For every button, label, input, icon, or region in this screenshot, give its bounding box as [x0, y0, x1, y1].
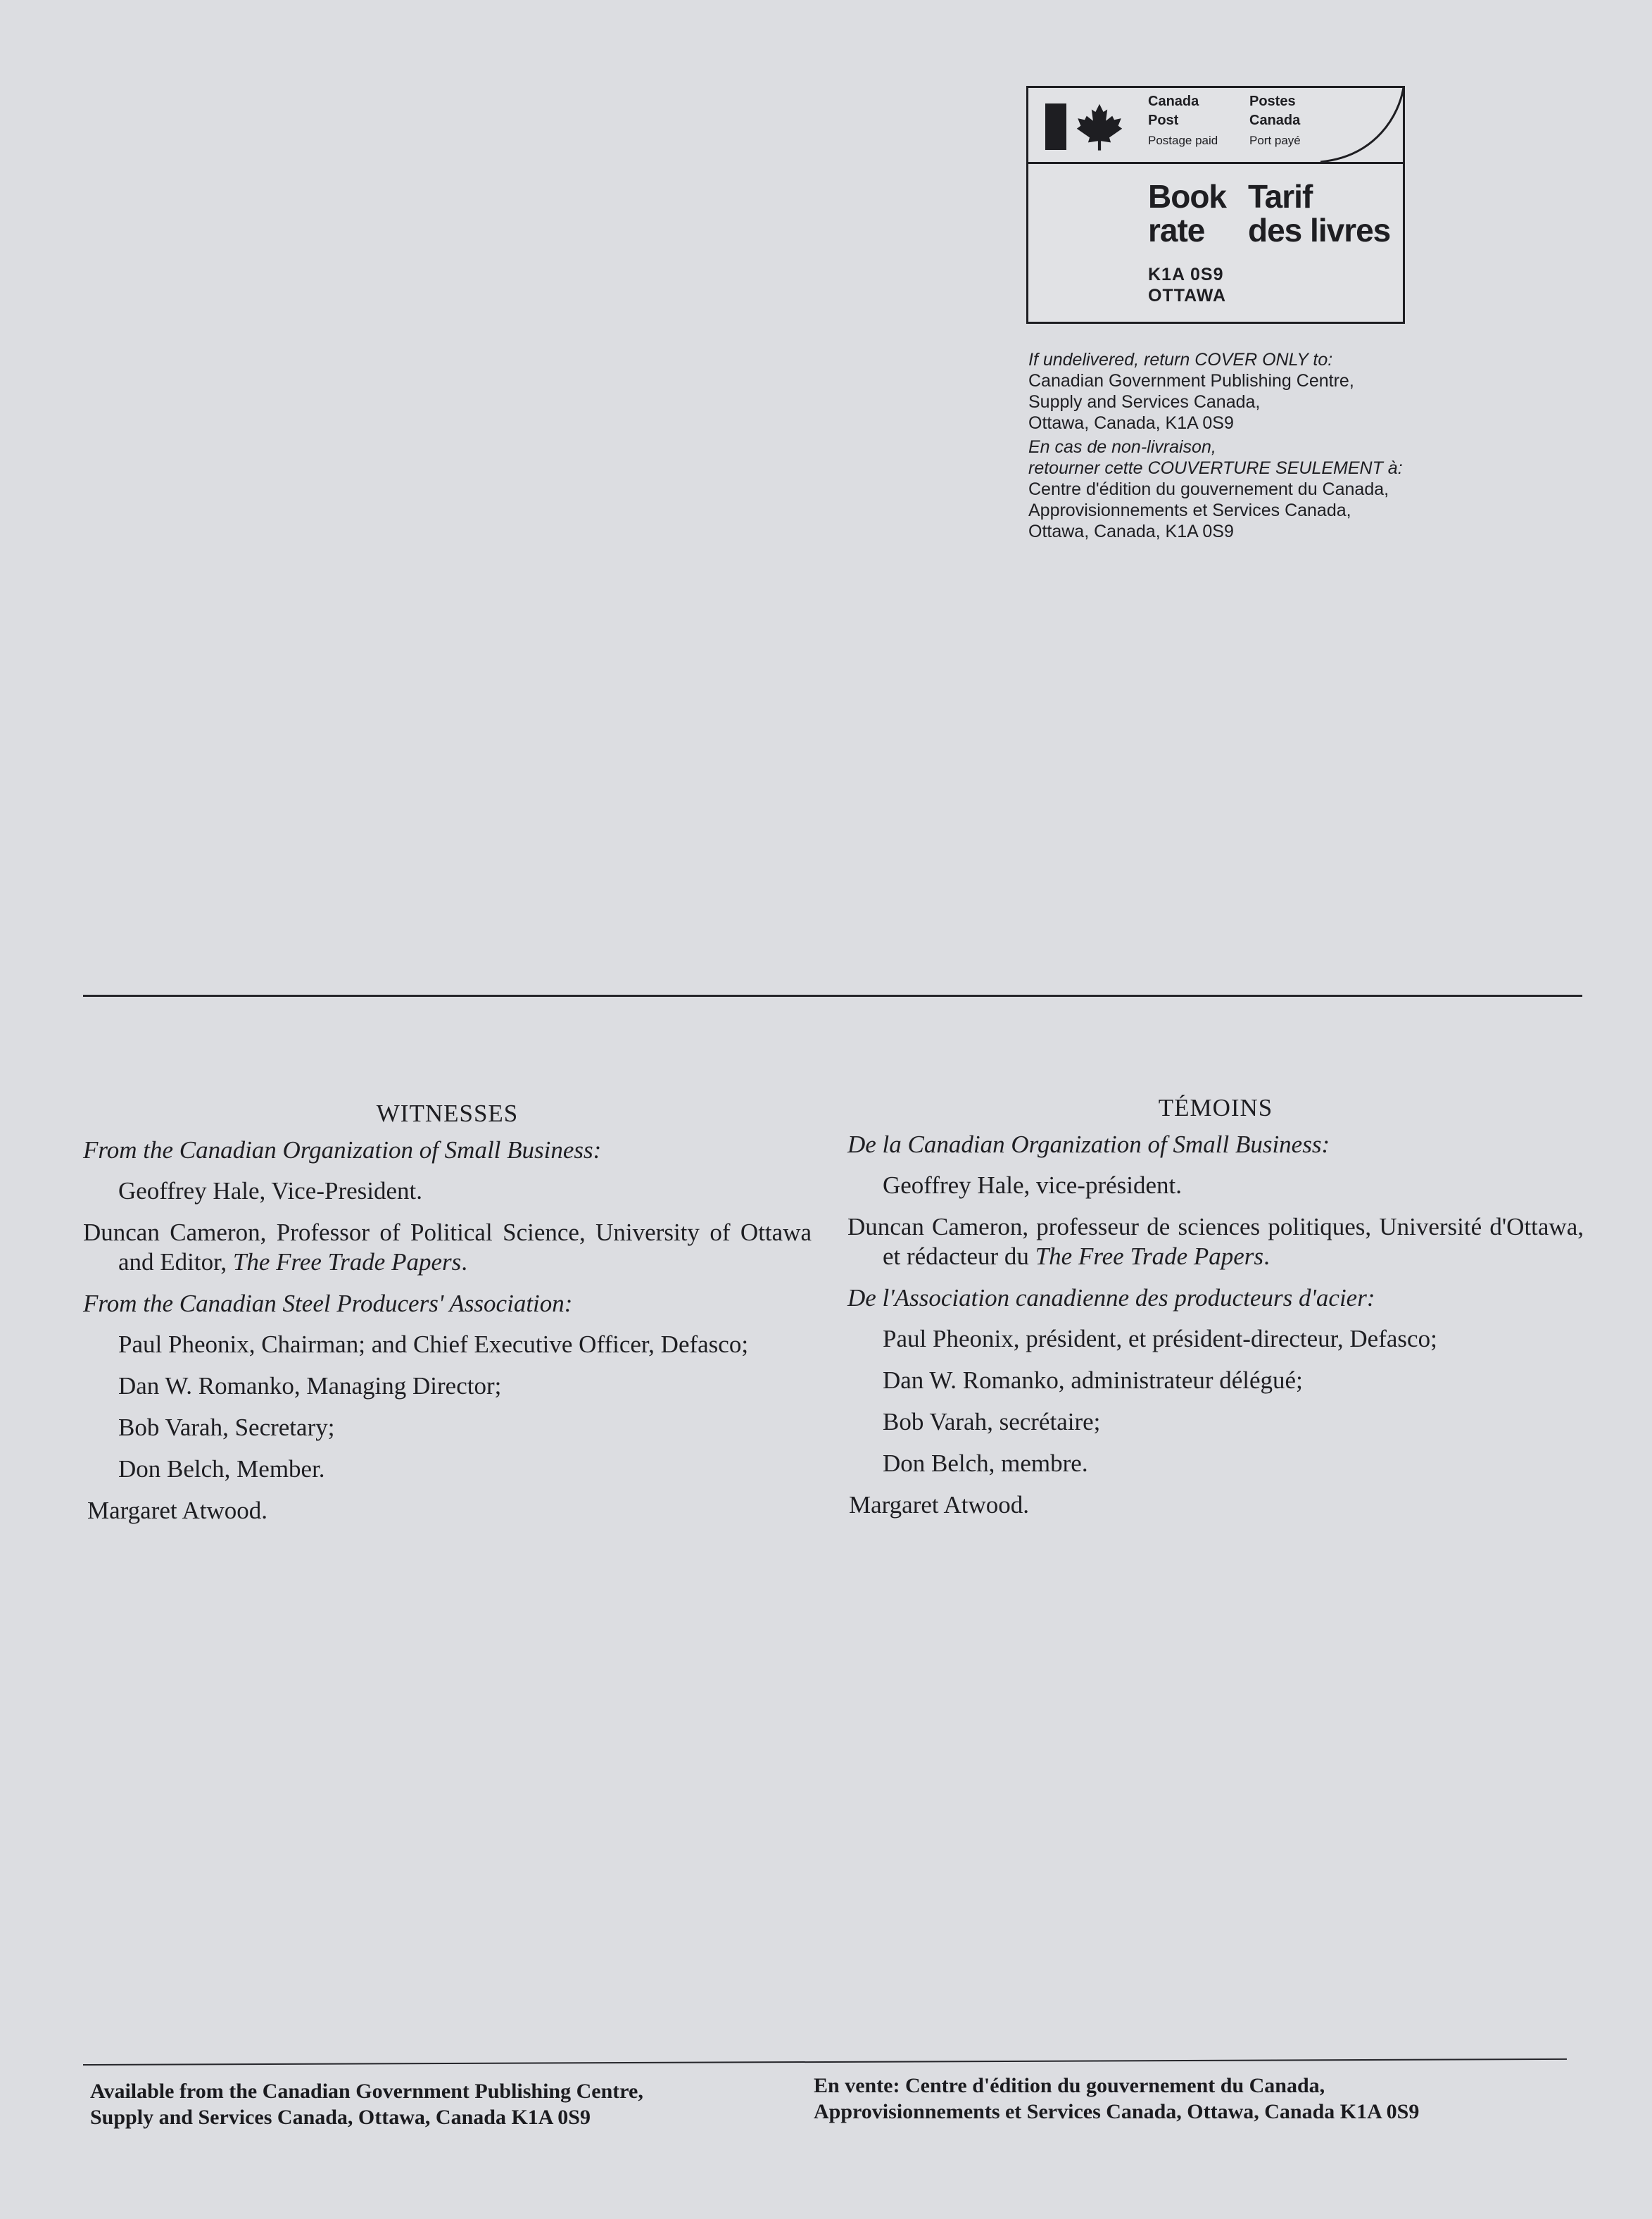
return-address — [1028, 349, 1535, 542]
witness-entry: Don Belch, Member. — [118, 1455, 325, 1483]
witnesses-heading: TÉMOINS — [1158, 1094, 1273, 1121]
post-name-fr: Postes Canada — [1249, 94, 1301, 128]
footer-fr — [814, 2073, 1419, 2125]
postal-code: K1A 0S9 — [1148, 265, 1224, 284]
organization-heading: De l'Association canadienne des producteurs d'acier: — [847, 1284, 1375, 1312]
footer-line: Available from the Canadian Government Publishing Centre, — [90, 2080, 643, 2103]
witness-entry: Geoffrey Hale, Vice-President. — [118, 1177, 422, 1205]
indicia-header — [1028, 88, 1403, 164]
return-line-en: Supply and Services Canada, — [1028, 392, 1261, 412]
return-heading-fr: En cas de non-livraison, — [1028, 437, 1216, 457]
flag-bar-icon — [1045, 103, 1066, 150]
postage-paid-fr: Port payé — [1249, 134, 1301, 147]
footer-line: En vente: Centre d'édition du gouvernement du Canada, — [814, 2074, 1325, 2097]
witness-entry: Paul Pheonix, Chairman; and Chief Executive Officer, Defasco; — [118, 1331, 749, 1358]
organization-text: : — [1321, 1131, 1330, 1158]
postage-paid-en: Postage paid — [1148, 134, 1218, 147]
organization-text: De la — [847, 1131, 908, 1158]
witness-entry: Margaret Atwood. — [849, 1491, 1029, 1519]
footer-line: Supply and Services Canada, Ottawa, Canada K1A 0S9 — [90, 2106, 591, 2129]
witnesses-en — [83, 1099, 812, 1538]
return-heading-fr: retourner cette COUVERTURE SEULEMENT à: — [1028, 458, 1403, 478]
return-heading-en: If undelivered, return COVER ONLY to: — [1028, 350, 1333, 370]
maple-leaf-icon — [1075, 102, 1124, 151]
witness-entry: Don Belch, membre. — [883, 1450, 1088, 1477]
footer-en — [90, 2078, 643, 2130]
organization-name: Canadian Organization of Small Business — [907, 1131, 1322, 1158]
witness-entry: Margaret Atwood. — [87, 1497, 267, 1524]
rate-en-line1: Book — [1148, 178, 1226, 215]
footer-line: Approvisionnements et Services Canada, Ottawa, Canada K1A 0S9 — [814, 2100, 1420, 2123]
witnesses-fr — [847, 1093, 1584, 1532]
witness-entry: Dan W. Romanko, Managing Director; — [118, 1372, 502, 1400]
indicia-address — [1148, 264, 1226, 306]
divider-rule — [83, 995, 1582, 997]
rate-fr — [1248, 180, 1390, 247]
return-line-en: Ottawa, Canada, K1A 0S9 — [1028, 413, 1234, 433]
postage-indicia — [1026, 86, 1405, 324]
publication-title: The Free Trade Papers — [1035, 1243, 1264, 1270]
return-line-fr: Ottawa, Canada, K1A 0S9 — [1028, 522, 1234, 541]
witness-text: Duncan Cameron, Professor of Political Science, University of Ottawa and Editor, — [83, 1219, 812, 1276]
witness-entry: Bob Varah, secrétaire; — [883, 1408, 1101, 1435]
publication-title: The Free Trade Papers — [232, 1248, 462, 1276]
witness-text: . — [1263, 1243, 1270, 1270]
return-line-en: Canadian Government Publishing Centre, — [1028, 371, 1354, 391]
rate-fr-line1: Tarif — [1248, 178, 1313, 215]
rate-fr-line2: des livres — [1248, 212, 1391, 249]
witnesses-heading: WITNESSES — [376, 1100, 519, 1127]
witness-text: . — [461, 1248, 467, 1276]
return-line-fr: Centre d'édition du gouvernement du Canada, — [1028, 479, 1389, 499]
witness-entry: Geoffrey Hale, vice-président. — [883, 1171, 1182, 1199]
witness-text: Duncan Cameron, professeur de sciences politiques, Université d'Ottawa, et rédacteur du — [847, 1213, 1584, 1270]
canada-post-label — [1148, 92, 1247, 151]
city: OTTAWA — [1148, 286, 1227, 306]
return-line-fr: Approvisionnements et Services Canada, — [1028, 501, 1351, 520]
footer-rule — [83, 2058, 1567, 2066]
witness-entry — [83, 1218, 812, 1277]
organization-heading — [847, 1130, 1584, 1159]
witness-entry: Paul Pheonix, président, et président-directeur, Defasco; — [883, 1325, 1437, 1352]
post-name-en: Canada Post — [1148, 94, 1199, 128]
organization-heading: From the Canadian Organization of Small Business: — [83, 1136, 602, 1164]
rate-en — [1148, 180, 1226, 247]
organization-heading: From the Canadian Steel Producers' Association: — [83, 1290, 573, 1317]
witness-entry: Dan W. Romanko, administrateur délégué; — [883, 1366, 1303, 1394]
witness-entry — [847, 1212, 1584, 1271]
witness-entry: Bob Varah, Secretary; — [118, 1414, 335, 1441]
rate-en-line2: rate — [1148, 212, 1205, 249]
indicia-curve — [1320, 86, 1405, 164]
